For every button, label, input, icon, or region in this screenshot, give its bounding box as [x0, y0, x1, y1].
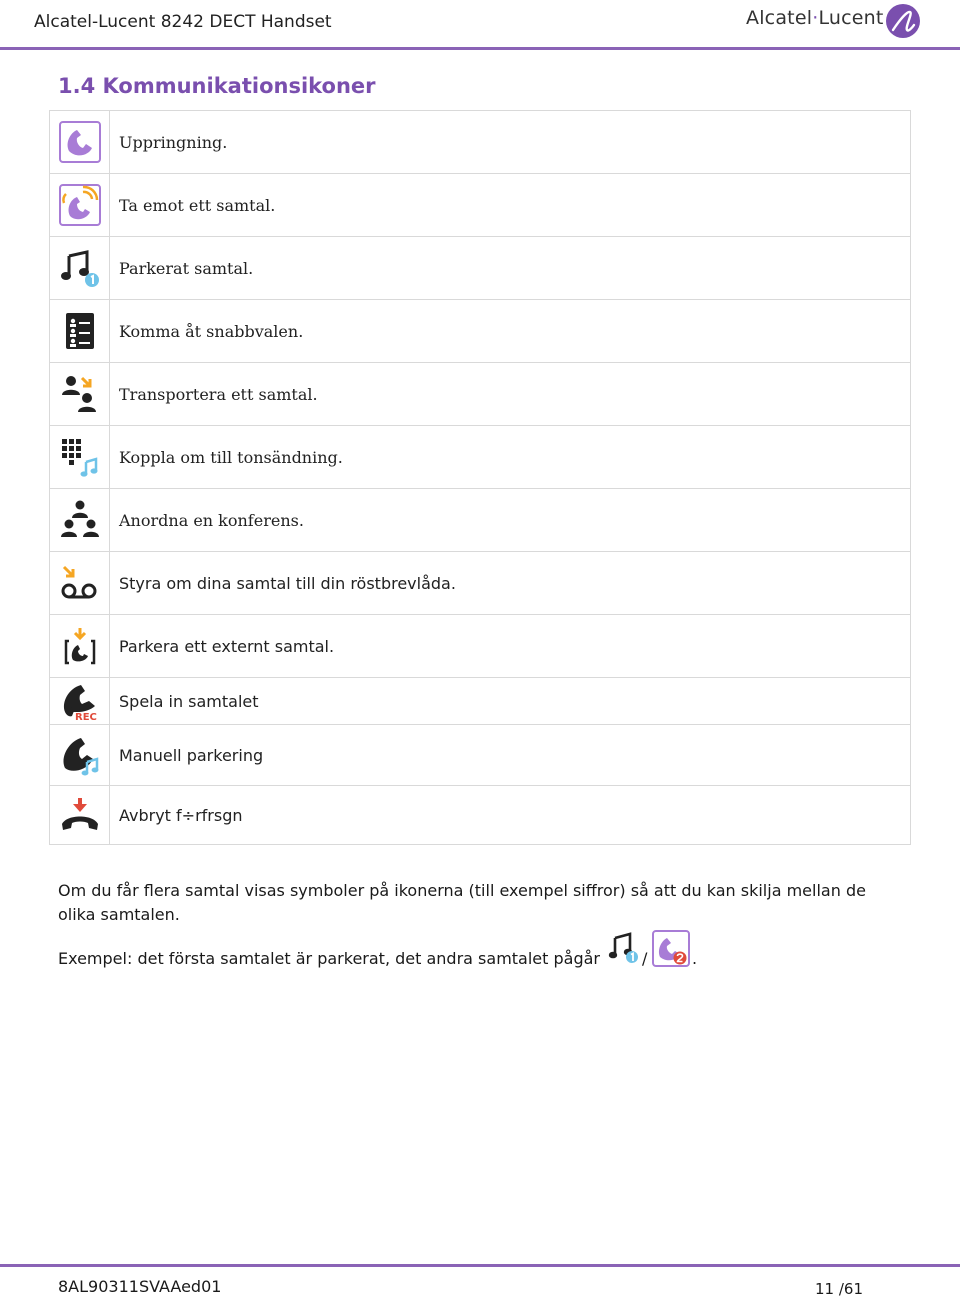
icon-description: Avbryt f÷rfrsgn [110, 786, 911, 845]
active-call-2-icon [652, 930, 692, 968]
table-row [50, 615, 911, 678]
svg-text:REC: REC [74, 712, 97, 722]
example-separator: / [642, 949, 648, 968]
example-text: Exempel: det första samtalet är parkerat, det andra samtalet pågår [58, 949, 601, 968]
icon-legend-table [49, 110, 911, 845]
icon-description: Parkera ett externt samtal. [110, 615, 911, 678]
record-call-icon [59, 680, 101, 722]
table-row [50, 786, 911, 845]
table-row [50, 237, 911, 300]
table-row [50, 678, 911, 725]
icon-description: Manuell parkering [110, 725, 911, 786]
speed-dial-list-icon [59, 310, 101, 352]
parked-call-music-icon [59, 247, 101, 289]
multi-calls-paragraph: Om du får flera samtal visas symboler på ikonerna (till exempel siffror) så att du kan skilja mellan de olika samtalen. [58, 881, 866, 924]
table-row [50, 111, 911, 174]
brand-name-left: Alcatel [746, 7, 813, 29]
icon-description: Ta emot ett samtal. [110, 174, 911, 237]
icon-description: Transportera ett samtal. [110, 363, 911, 426]
icon-description: Anordna en konferens. [110, 489, 911, 552]
page-number: 11 /61 [815, 1280, 863, 1298]
icon-description: Spela in samtalet [110, 678, 911, 725]
icon-description: Parkerat samtal. [110, 237, 911, 300]
icon-description: Komma åt snabbvalen. [110, 300, 911, 363]
cancel-call-icon [59, 794, 101, 836]
document-header-title: Alcatel-Lucent 8242 DECT Handset [34, 12, 332, 32]
brand-name-right: Lucent [818, 7, 884, 29]
section-title: 1.4 Kommunikationsikoner [58, 74, 376, 98]
parked-call-1-icon [608, 930, 642, 966]
footer-divider [0, 1264, 960, 1267]
park-external-call-icon [59, 625, 101, 667]
header-divider [0, 47, 960, 50]
example-paragraph [58, 930, 898, 970]
voicemail-forward-icon [59, 562, 101, 604]
table-row [50, 363, 911, 426]
conference-icon [59, 499, 101, 541]
table-row [50, 426, 911, 489]
table-row [50, 552, 911, 615]
dtmf-keypad-icon [59, 436, 101, 478]
example-end: . [692, 949, 698, 968]
table-row [50, 300, 911, 363]
brand-wordmark [746, 7, 884, 29]
table-row [50, 174, 911, 237]
table-row [50, 489, 911, 552]
manual-park-icon [59, 734, 101, 776]
icon-description: Koppla om till tonsändning. [110, 426, 911, 489]
alcatel-lucent-logo-icon [885, 3, 921, 39]
icon-description: Styra om dina samtal till din röstbrevlåda. [110, 552, 911, 615]
table-row [50, 725, 911, 786]
icon-description: Uppringning. [110, 111, 911, 174]
document-reference: 8AL90311SVAAed01 [58, 1277, 222, 1296]
incoming-call-icon [59, 184, 101, 226]
brand-dot: · [812, 7, 819, 29]
transfer-call-icon [59, 373, 101, 415]
dial-phone-icon [59, 121, 101, 163]
